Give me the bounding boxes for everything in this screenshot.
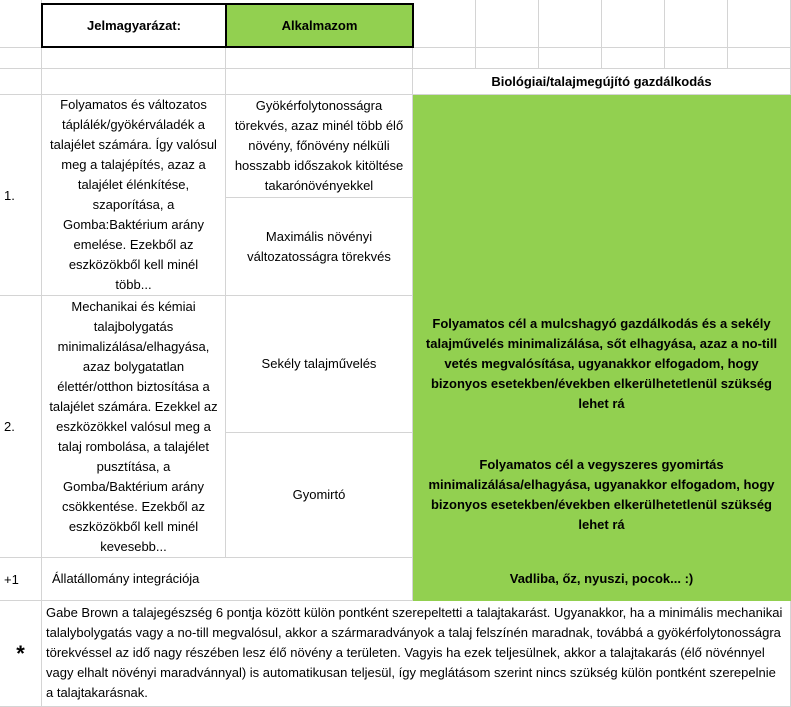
note-cell[interactable]: Folyamatos cél a mulcshagyó gazdálkodás és a sekély talajművelés minimalizálása, sőt elhagyása, azaz a no-till vetés megvalósítása, ugyanakkor elfogadom, hogy bizonyos esetekben/években elkerülhetetlenül szükség lehet rá [413,296,791,433]
principle-cell[interactable]: Állatállomány integrációja [42,558,413,601]
principle-cell[interactable]: Mechanikai és kémiai talajbolygatás minimalizálása/elhagyása, azaz bolygatatlan élettér/otthon biztosítása a talajélet számára. Ezekkel az eszközökkel valósul meg a talaj rombolása, a talajélet pusztítása, a Gomba/Baktérium arány csökkentése. Ezekből az eszközökből kell minél kevesebb... [42,296,226,558]
tool-cell[interactable]: Sekély talajművelés [226,296,413,433]
cell[interactable] [539,0,602,48]
cell[interactable] [728,48,791,69]
cell[interactable] [665,0,728,48]
legend-value[interactable]: Alkalmazom [225,3,414,48]
cell[interactable] [413,0,476,48]
cell[interactable] [226,69,413,95]
footnote-text[interactable]: Gabe Brown a talajegészség 6 pontja között külön pontként szerepeltetti a talajtakarást. Ugyanakkor, ha a minimális mechanikai talalybolygatás vagy a no-till megvalósul, akkor a szármaradványok a talaj felszínén maradnak, továbbá a gyökérfolytonosságra törekvéssel az idő nagy részében lesz élő növény a területen. Vagyis ha ezek teljesülnek, akkor a talajtakarás (élő növénnyel vagy elhalt növényi maradvánnyal) is automatikusan teljesül, így meglátásom szerint nincs szükség külön pontként szerepelnie a talajtakarásnak. [42,601,791,707]
cell[interactable] [476,48,539,69]
tool-cell[interactable]: Maximális növényi változatosságra törekvés [226,198,413,296]
principle-cell[interactable]: Folyamatos és változatos táplálék/gyökérváladék a talajélet számára. Így valósul meg a talajépítés, azaz a talajélet élénkítése, szaporítása, a Gomba:Baktérium arány emelése. Ezekből az eszközökből kell minél több... [42,95,226,296]
row-number[interactable]: 2. [0,296,42,558]
row-number[interactable]: 1. [0,95,42,296]
tool-cell[interactable]: Gyomirtó [226,433,413,558]
column-header[interactable]: Biológiai/talajmegújító gazdálkodás [413,69,791,95]
cell[interactable] [0,0,42,48]
cell[interactable] [42,69,226,95]
cell[interactable] [665,48,728,69]
cell[interactable] [602,0,665,48]
legend-label[interactable]: Jelmagyarázat: [41,3,227,48]
cell[interactable] [0,69,42,95]
tool-cell[interactable]: Gyökérfolytonosságra törekvés, azaz minél több élő növény, főnövény nélküli hosszabb időszakok kitöltése takarónövényekkel [226,95,413,198]
note-cell[interactable]: Folyamatos cél a vegyszeres gyomirtás minimalizálása/elhagyása, ugyanakkor elfogadom, hogy bizonyos esetekben/években elkerülhetetlenül szükség lehet rá [413,433,791,558]
cell[interactable] [413,48,476,69]
cell[interactable] [226,48,413,69]
cell[interactable] [728,0,791,48]
cell[interactable] [42,48,226,69]
row-number[interactable]: +1 [0,558,42,601]
cell[interactable] [476,0,539,48]
cell[interactable] [602,48,665,69]
note-cell[interactable]: Vadliba, őz, nyuszi, pocok... :) [413,558,791,601]
cell[interactable] [539,48,602,69]
footnote-mark[interactable]: * [0,601,42,707]
cell[interactable] [0,48,42,69]
